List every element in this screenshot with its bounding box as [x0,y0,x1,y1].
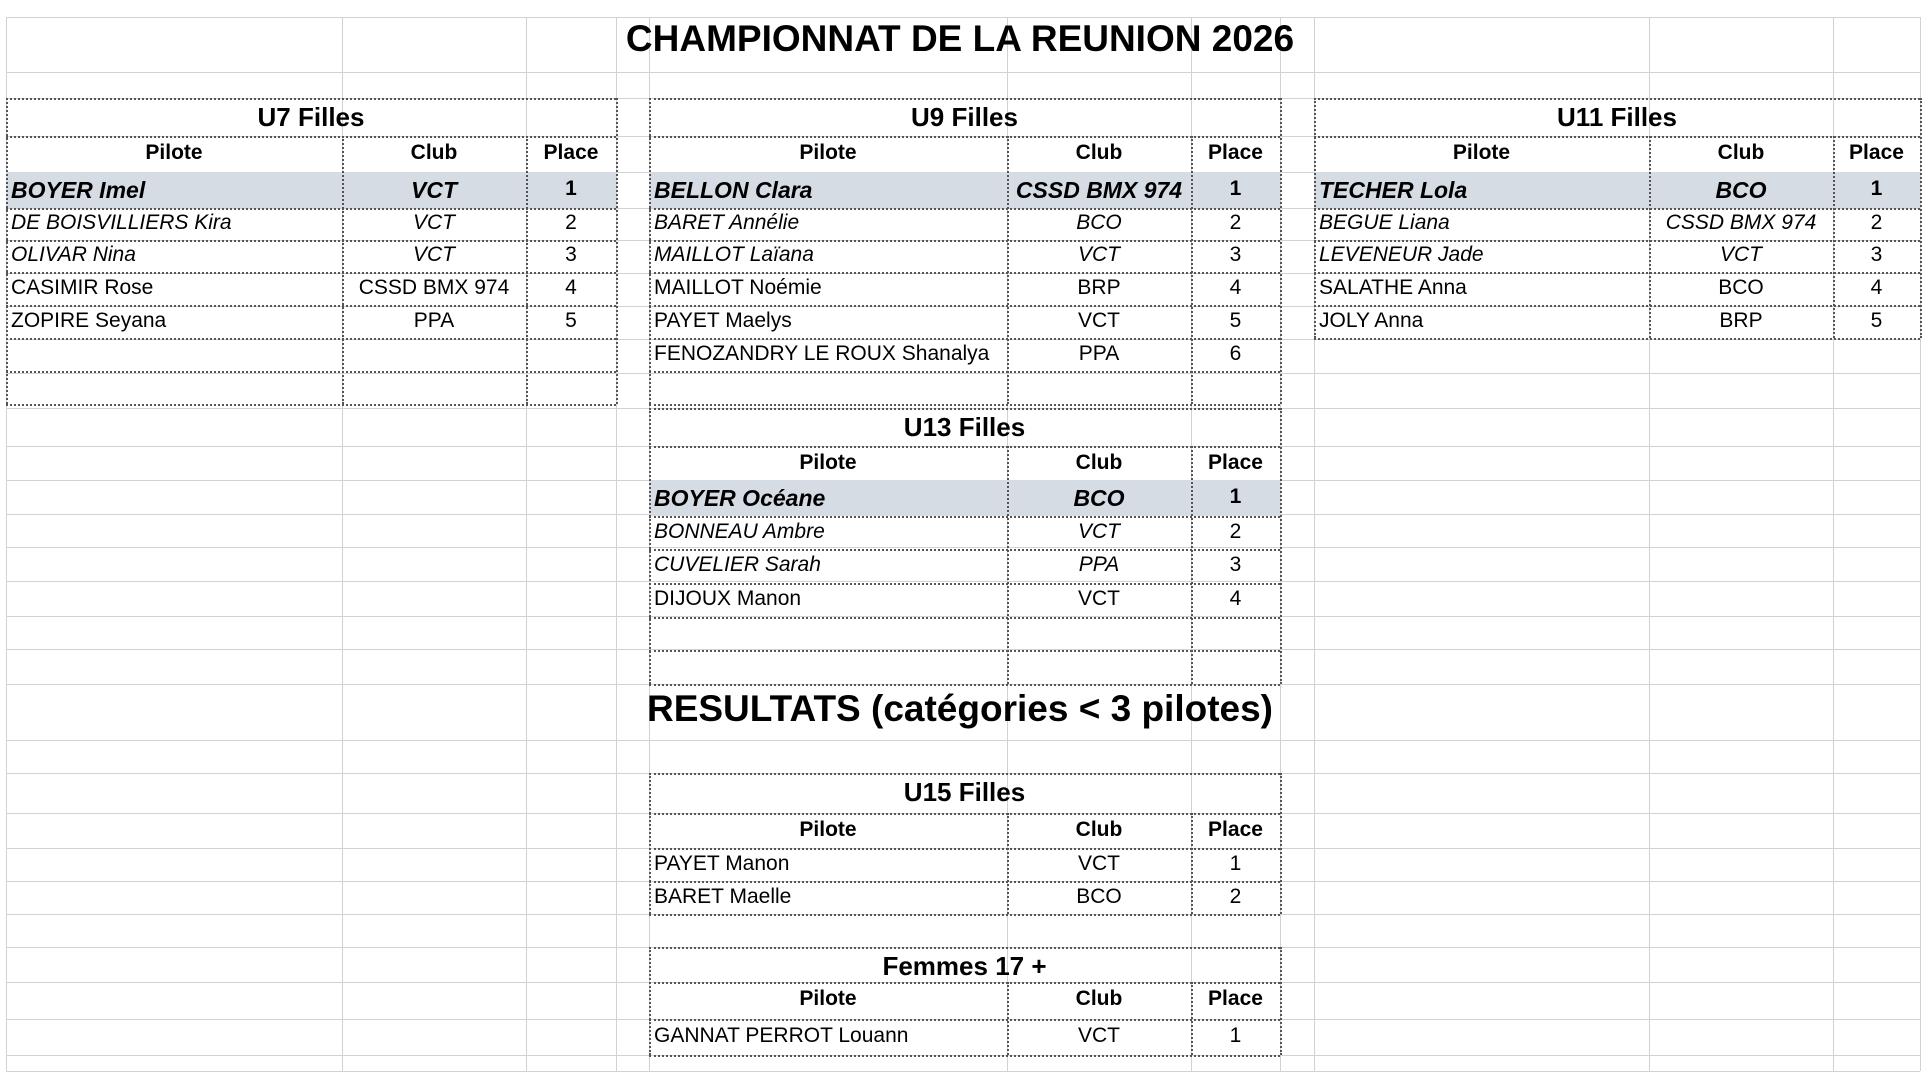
col-header-pilote: Pilote [799,451,857,474]
cell-club: CSSD BMX 974 [358,275,510,299]
col-header-pilote: Pilote [145,141,203,164]
cell-pilote: CASIMIR Rose [11,275,154,299]
cell-pilote: BOYER Imel [11,177,146,203]
cell-place: 1 [1229,851,1242,875]
cell-place: 1 [1229,1024,1242,1047]
table-border [649,881,1280,883]
col-header-club: Club [1075,987,1123,1010]
table-border [1007,136,1009,404]
cell-place: 1 [1870,177,1883,200]
cell-place: 5 [565,308,577,332]
table-border [1280,773,1282,914]
cell-pilote: DE BOISVILLIERS Kira [11,211,232,234]
table-border [1007,813,1009,914]
table-border [1314,272,1920,274]
table-border [649,446,1280,448]
cell-pilote: CUVELIER Sarah [654,553,821,576]
cell-club: VCT [413,211,455,234]
col-header-club: Club [410,141,458,164]
col-header-club: Club [1075,451,1123,474]
cell-pilote: JOLY Anna [1319,308,1424,332]
table-border [649,914,1280,916]
table-border [1314,98,1316,338]
table-border [649,408,651,684]
cell-club: PPA [1078,341,1120,365]
cell-club: VCT [413,243,455,266]
table-title-u15-filles: U15 Filles [903,777,1026,807]
col-header-club: Club [1717,141,1765,164]
cell-pilote: MAILLOT Noémie [654,275,822,299]
table-border [649,338,1280,340]
cell-pilote: ZOPIRE Seyana [11,308,167,332]
table-border [649,240,1280,242]
table-border [6,240,616,242]
cell-place: 5 [1229,308,1242,332]
table-border [1314,338,1920,340]
table-title-u11-filles: U11 Filles [1557,102,1677,132]
results-subtitle: RESULTATS (catégories < 3 pilotes) [646,688,1274,729]
table-border [1007,446,1009,684]
col-header-club: Club [1075,141,1123,164]
cell-club: BCO [1076,884,1122,908]
cell-pilote: DIJOUX Manon [654,587,802,610]
table-border [649,98,651,404]
cell-pilote: TECHER Lola [1319,177,1468,203]
cell-club: BCO [1076,211,1122,234]
cell-place: 2 [1229,884,1242,908]
table-border [1920,98,1922,338]
table-border [1280,408,1282,684]
col-header-place: Place [1208,451,1263,474]
table-border [649,982,1280,984]
cell-club: VCT [1078,519,1120,543]
table-border [1314,240,1920,242]
cell-pilote: BOYER Océane [654,485,826,511]
table-border [6,136,616,138]
table-border [649,208,1280,210]
cell-place: 5 [1870,308,1883,332]
cell-club: CSSD BMX 974 [1015,177,1183,203]
table-border [6,208,616,210]
cell-place: 1 [1229,485,1242,508]
cell-club: BRP [1719,308,1763,332]
cell-club: VCT [1078,243,1120,266]
grid-row-line [6,740,1920,741]
cell-club: VCT [411,177,457,203]
col-header-pilote: Pilote [799,987,857,1010]
grid-row-line [6,72,1920,73]
grid-row-line [6,581,1920,582]
table-border [1314,98,1920,100]
table-border [649,583,1280,585]
cell-club: VCT [1720,243,1762,266]
table-border [649,773,1280,775]
cell-place: 2 [1229,211,1242,234]
cell-pilote: BARET Annélie [654,211,800,234]
table-border [1191,813,1193,914]
table-border [1280,98,1282,404]
table-border [1314,136,1920,138]
table-border [6,371,616,373]
cell-club: VCT [1078,587,1120,610]
cell-pilote: BEGUE Liana [1319,211,1450,234]
table-border [1191,136,1193,404]
grid-row-line [6,373,1920,374]
table-border [649,371,1280,373]
cell-pilote: BONNEAU Ambre [654,519,825,543]
cell-pilote: PAYET Maelys [654,308,792,332]
table-border [649,684,1280,686]
table-border [1191,446,1193,684]
table-border [6,305,616,307]
cell-pilote: BELLON Clara [654,177,813,203]
table-border [1280,947,1282,1055]
table-border [1314,305,1920,307]
cell-place: 3 [565,243,577,266]
cell-pilote: BARET Maelle [654,884,792,908]
cell-club: CSSD BMX 974 [1665,211,1817,234]
cell-place: 3 [1870,243,1883,266]
cell-place: 4 [1229,275,1242,299]
cell-pilote: PAYET Manon [654,851,790,875]
table-border [649,848,1280,850]
cell-pilote: SALATHE Anna [1319,275,1467,299]
table-border [649,947,1280,949]
table-border [649,516,1280,518]
col-header-pilote: Pilote [799,818,857,841]
cell-club: BCO [1715,177,1767,203]
cell-club: PPA [1078,553,1120,576]
table-border [6,98,8,404]
cell-club: BCO [1718,275,1764,299]
cell-pilote: FENOZANDRY LE ROUX Shanalya [654,341,990,365]
table-border [1649,136,1651,338]
cell-club: VCT [1078,851,1120,875]
cell-club: VCT [1078,308,1120,332]
table-border [649,650,1280,652]
table-border [649,549,1280,551]
cell-pilote: MAILLOT Laïana [654,243,814,266]
col-header-place: Place [1208,987,1263,1010]
grid-row-line [6,547,1920,548]
table-border [649,305,1280,307]
cell-place: 1 [1229,177,1242,200]
cell-pilote: LEVENEUR Jade [1319,243,1484,266]
table-border [649,272,1280,274]
col-header-pilote: Pilote [1452,141,1511,164]
cell-place: 2 [565,211,577,234]
table-border [649,136,1280,138]
cell-place: 4 [565,275,577,299]
table-border [6,272,616,274]
table-border [649,98,1280,100]
table-title-u7-filles: U7 Filles [257,102,365,132]
table-border [6,404,616,406]
col-header-place: Place [543,141,599,164]
table-border [1314,208,1920,210]
cell-place: 4 [1870,275,1883,299]
table-border [649,773,651,914]
cell-pilote: GANNAT PERROT Louann [654,1024,909,1047]
table-border [649,1019,1280,1021]
cell-place: 3 [1229,553,1242,576]
table-border [649,404,1280,406]
table-border [6,98,616,100]
col-header-pilote: Pilote [799,141,857,164]
table-border [526,136,528,404]
col-header-place: Place [1208,818,1263,841]
table-title-u13-filles: U13 Filles [903,412,1026,442]
page-title: CHAMPIONNAT DE LA REUNION 2026 [625,18,1295,59]
table-border [649,617,1280,619]
table-border [649,408,1280,410]
cell-club: VCT [1078,1024,1120,1047]
cell-club: BRP [1077,275,1121,299]
cell-place: 4 [1229,587,1242,610]
table-title-femmes-17: Femmes 17 + [882,951,1047,981]
col-header-place: Place [1208,141,1263,164]
table-border [649,1055,1280,1057]
cell-pilote: OLIVAR Nina [11,243,136,266]
table-border [649,947,651,1055]
table-border [6,338,616,340]
col-header-club: Club [1075,818,1123,841]
cell-place: 2 [1229,519,1242,543]
table-title-u9-filles: U9 Filles [911,102,1018,132]
table-border [1007,982,1009,1055]
table-border [1833,136,1835,338]
table-border [649,813,1280,815]
table-border [616,98,618,404]
cell-place: 1 [565,177,577,200]
cell-place: 3 [1229,243,1242,266]
cell-club: PPA [413,308,455,332]
table-border [1191,982,1193,1055]
cell-place: 2 [1870,211,1883,234]
col-header-place: Place [1849,141,1904,164]
table-border [342,136,344,404]
cell-place: 6 [1229,341,1242,365]
cell-club: BCO [1073,485,1125,511]
